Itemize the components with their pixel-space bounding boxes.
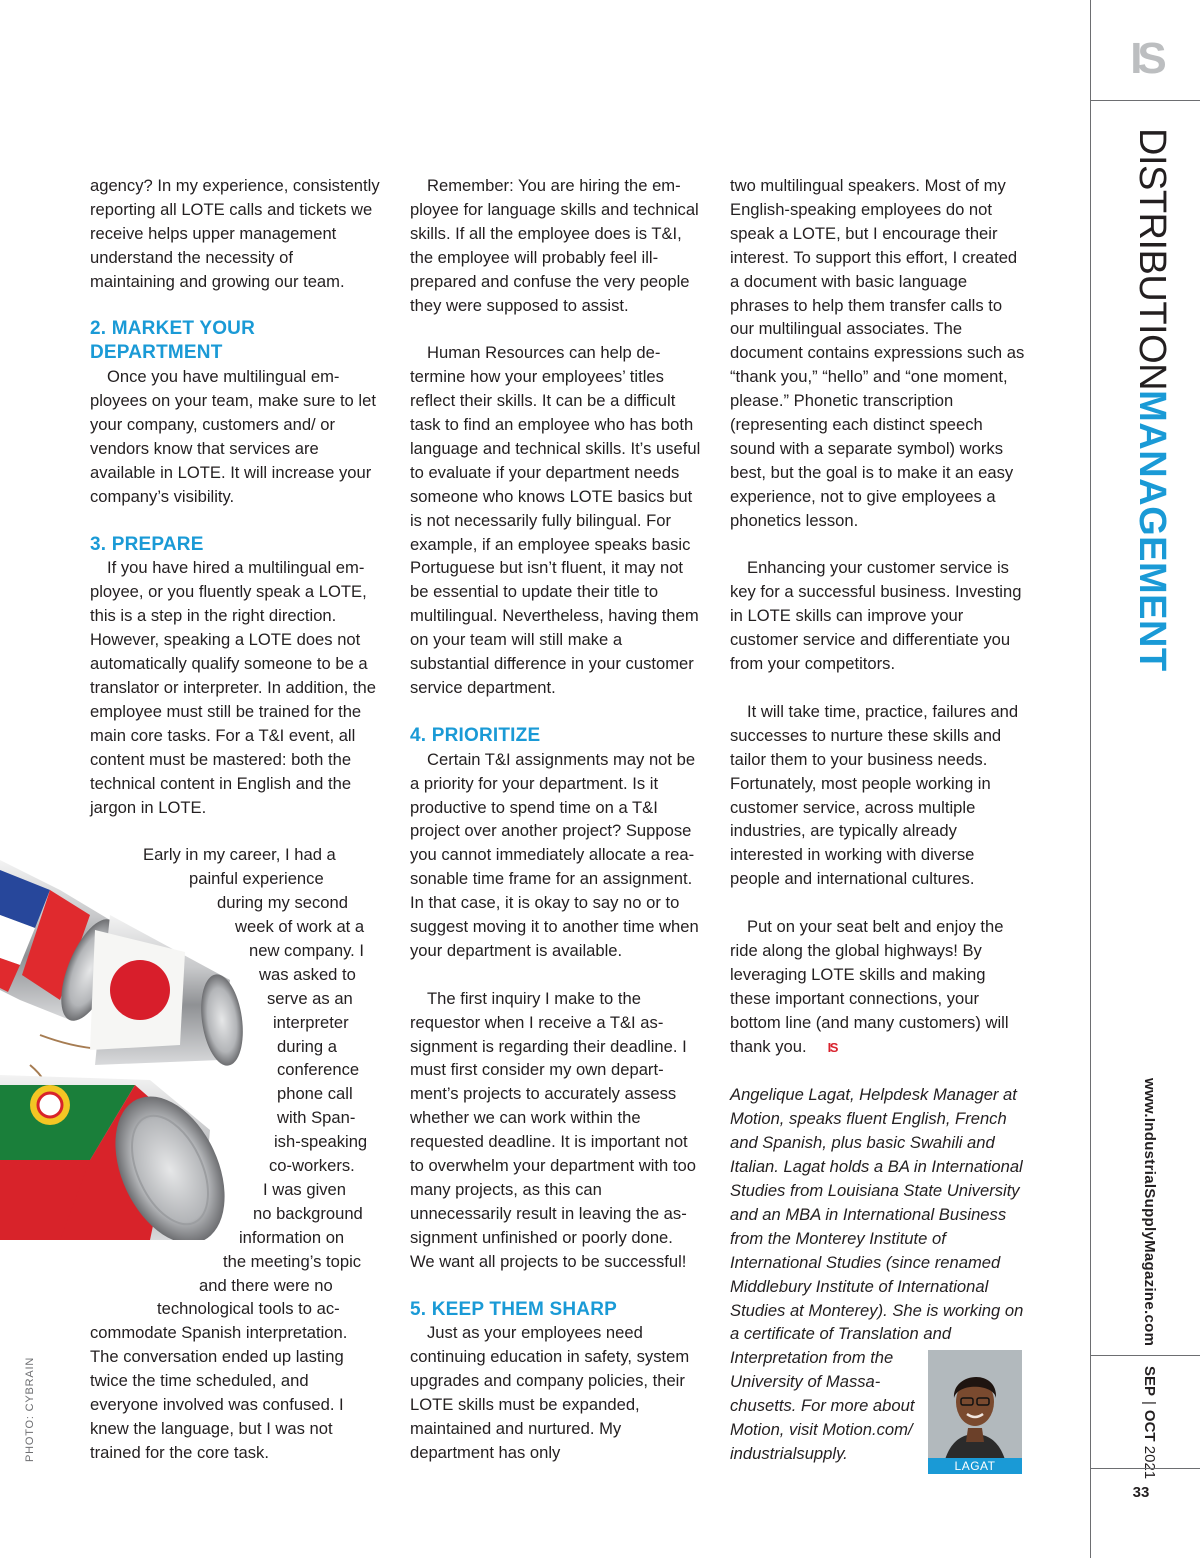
paragraph: commodate Spanish interpretation. The conversation ended up lasting twice the time scheduled, and everyone involved was confused. I knew the language, but I was not trained for the core task. <box>90 1323 348 1462</box>
wrapped-line: week of work at a <box>235 917 365 937</box>
wrapped-line: painful experience <box>189 869 324 889</box>
paragraph: Once you have multilingual employees on your team, make sure to let your company, customers and/ or vendors know that services are available in LOTE. It will increase your company’s visibility. <box>90 367 376 506</box>
headshot-caption: LAGAT <box>928 1458 1022 1474</box>
wrapped-line: serve as an <box>267 988 353 1008</box>
paragraph: Certain T&I assignments may not be a priority for your department. Is it productive to spend time on a T&I project over another project? Suppose you cannot immediately allocate a reasonable time frame for an assignment. In that case, it is okay to say no or to suggest moving it to another time when your department is available. <box>410 749 699 960</box>
paragraph: If you have hired a multilingual employee, or you fluently speak a LOTE, this is a step in the right direction. However, speaking a LOTE does not automatically qualify someone to be a translator or interpreter. In addition, the employee must still be trained for the main core tasks. For a T&I event, all content must be mastered: both the technical content in English and the jargon in LOTE. <box>90 558 376 817</box>
wrapped-line: no background <box>253 1203 363 1223</box>
heading-keep-them-sharp: 5. KEEP THEM SHARP <box>410 1298 618 1320</box>
article-column-1 <box>90 174 380 1465</box>
can-portugal <box>0 1075 246 1240</box>
wrapped-line: the meeting’s topic <box>223 1251 362 1271</box>
wrapped-line: technological tools to ac- <box>157 1299 340 1319</box>
issue-year: 2021 <box>1141 1445 1158 1480</box>
wrapped-line: conference <box>277 1060 360 1080</box>
author-bio-text: Angelique Lagat, Helpdesk Manager at Motion, speaks fluent English, French and Spanish, plus basic Swahili and Italian. Lagat holds a BA in International Studies from Louisiana State University and an MBA in International Business from the Monterey Institute of International Studies (since renamed Middlebury Institute of International Studies at Monterey). She is working on a certificate of Translation and Interpretation from the University of Massachusetts. For more about Motion, visit Motion.com/ industrialsupply. <box>730 1085 1024 1463</box>
author-headshot-photo <box>928 1350 1022 1474</box>
photo-credit: PHOTO: CYBRAIN <box>24 1356 36 1462</box>
closing-text: Put on your seat belt and enjoy the ride along the global highways! By leveraging LOTE skills and making these important connections, your bottom line (and many customers) will thank you. <box>730 917 1009 1056</box>
can-japan <box>90 915 248 1068</box>
wrapped-line: interpreter <box>273 1012 349 1032</box>
article-column-3 <box>730 174 1026 1472</box>
paragraph: Enhancing your customer service is key for a successful business. Investing in LOTE skills can improve your customer service and differentiate you from your competitors. <box>730 558 1022 674</box>
paragraph: It will take time, practice, failures and successes to nurture these skills and tailor them to your business needs. Fortunately, most people working in customer service, across multiple industries, are typically already interested in working with diverse people and international cultures. <box>730 701 1019 889</box>
paragraph: Remember: You are hiring the employee for language skills and technical skills. If all the employee does is T&I, the employee will probably feel ill-prepared and confuse the very people they were supposed to assist. <box>410 176 699 315</box>
heading-prepare: 3. PREPARE <box>90 533 204 555</box>
page-number: 33 <box>1132 1484 1150 1501</box>
magazine-website[interactable]: www.IndustrialSupplyMagazine.com <box>1141 1078 1158 1347</box>
headshot-spacer-pad <box>1025 1083 1026 1348</box>
wrapped-line: co-workers. <box>269 1156 355 1176</box>
heading-prioritize: 4. PRIORITIZE <box>410 724 541 746</box>
issue-month-2: OCT <box>1141 1409 1158 1442</box>
wrapped-line: during my second <box>217 893 348 913</box>
wrapped-line: was asked to <box>259 964 356 984</box>
wrapped-line: with Span- <box>277 1108 356 1128</box>
section-title-prefix: DISTRIBUTION <box>1131 128 1173 391</box>
issue-separator: | <box>1141 1401 1158 1405</box>
sidebar-divider <box>1091 1468 1200 1469</box>
wrapped-line: and there were no <box>199 1275 333 1295</box>
section-title <box>1132 128 1172 672</box>
article-column-2 <box>410 174 702 1465</box>
sidebar-divider <box>1091 100 1200 101</box>
wrapped-line: phone call <box>277 1084 353 1104</box>
wrapped-line: information on <box>239 1227 345 1247</box>
paragraph: Human Resources can help determine how your employees’ titles reflect their skills. It can be a difficult task to find an employee who has both language and technical skills. It’s useful to evaluate if your department needs someone who knows LOTE basics but is not necessarily fully bilingual. For example, if an employee speaks basic Portuguese but isn’t fluent, it may not be essential to update their title to multilingual. Nevertheless, having them on your team will still make a substantial difference in your customer service department. <box>410 343 701 698</box>
paragraph: agency? In my experience, consistently reporting all LOTE calls and tickets we receive helps upper management understand the necessity of maintaining and growing our team. <box>90 176 380 291</box>
issue-date <box>1140 1366 1158 1479</box>
paragraph: Just as your employees need continuing education in safety, system upgrades and company policies, their LOTE skills must be expanded, maintained and nurtured. My department has only <box>410 1323 690 1462</box>
sidebar-divider <box>1091 1355 1200 1356</box>
paragraph: two multilingual speakers. Most of my English-speaking employees do not speak a LOTE, but I encourage their interest. To support this effort, I created a document with basic language phrases to help them transfer calls to our multilingual associates. The document contains expressions such as “thank you,” “hello” and “one moment, please.” Phonetic transcription (representing each distinct speech sound with a separate symbol) works best, but the goal is to make it an easy experience, not to give employees a phonetics lesson. <box>730 176 1025 530</box>
tin-cans-flags-photo <box>0 860 300 1240</box>
wrapped-line: Early in my career, I had a <box>143 845 336 865</box>
section-title-main: MANAGEMENT <box>1131 390 1173 672</box>
heading-market-your-department: 2. MARKET YOUR DEPARTMENT <box>90 318 256 364</box>
issue-month-1: SEP <box>1141 1366 1158 1397</box>
paragraph: The first inquiry I make to the requestor when I receive a T&I assignment is regarding their deadline. I must first consider my own department’s projects to accurately assess whether we can work within the requested deadline. It is important not to overwhelm your department with too many projects, as this can unnecessarily result in leaving the assignment unfinished or poorly done. We want all projects to be successful! <box>410 988 696 1271</box>
magazine-logo: IS <box>1130 34 1162 83</box>
wrapped-line: during a <box>277 1036 337 1056</box>
magazine-sidebar <box>1090 0 1200 1558</box>
wrapped-line: I was given <box>263 1179 347 1199</box>
paragraph <box>730 915 1026 1059</box>
wrapped-line: ish-speaking <box>274 1132 368 1152</box>
wrapped-line: new company. I <box>249 940 364 960</box>
end-mark-logo: IS <box>827 1039 837 1055</box>
